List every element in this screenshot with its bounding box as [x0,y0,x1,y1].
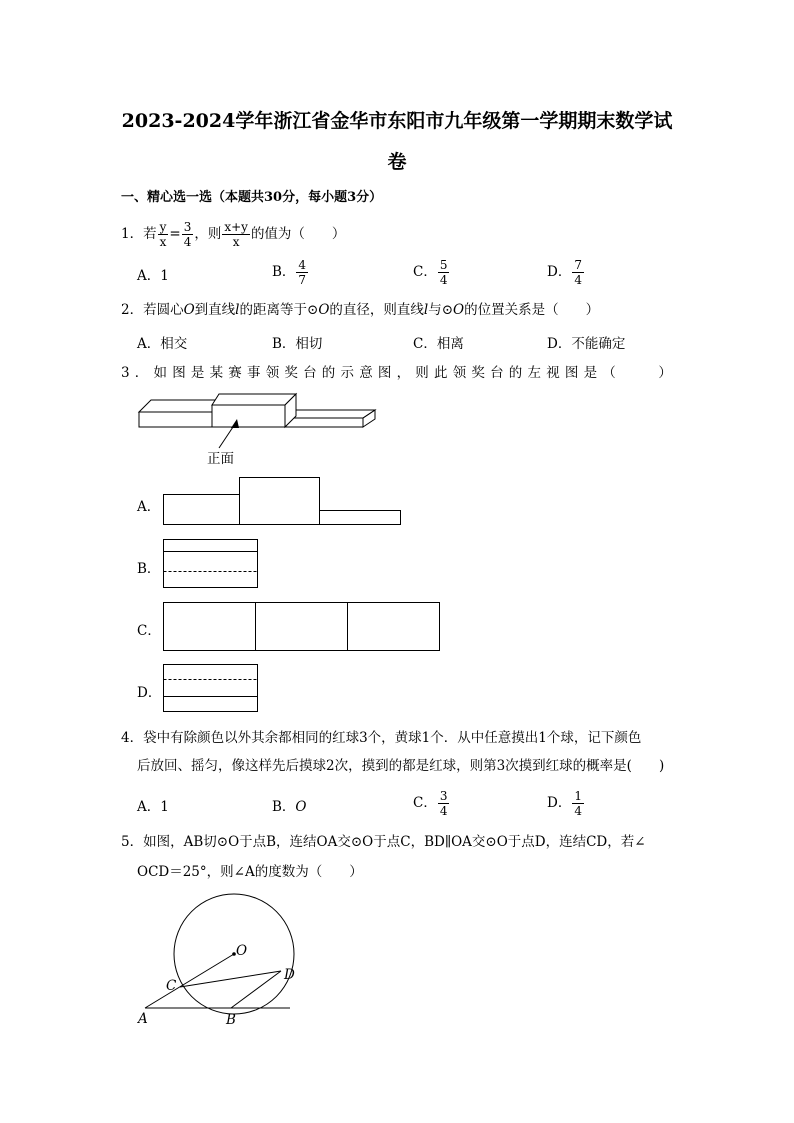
label-C: C [166,978,177,994]
q2-option-d[interactable]: D．不能确定 [547,336,626,352]
question-1 [121,220,345,249]
q3-option-b-label[interactable]: B． [137,561,161,577]
label-D: D [284,967,295,983]
q1-option-a[interactable]: A．1 [137,268,169,284]
q3-option-b-figure[interactable] [163,539,259,589]
question-3: 3．如图是某赛事领奖台的示意图，则此领奖台的左视图是（ ） [121,365,678,381]
question-4-line1: 4．袋中有除颜色以外其余都相同的红球3个，黄球1个．从中任意摸出1个球，记下颜色 [121,730,642,746]
q2-option-b[interactable]: B．相切 [272,336,323,352]
q1-option-d[interactable]: D． $\frac{7}{4}$ [547,258,582,287]
q1-equals: = [169,226,181,242]
label-B: B [226,1012,236,1028]
q3-option-a-label[interactable]: A． [137,499,161,515]
q3-option-a-figure[interactable] [163,477,403,527]
page-title-line2: 卷 [387,151,407,173]
circle-tangent-figure [135,895,305,1030]
q1-number: 1．若 [121,226,157,242]
q4-option-b[interactable]: B．O [272,799,307,815]
label-O: O [236,943,248,959]
question-5-line2: OCD＝25°，则∠A的度数为（ ） [137,864,363,880]
q1-frac-3-over-4: $\frac{3}{4}$ [183,220,192,249]
front-label: 正面 [207,451,234,467]
q3-option-c-label[interactable]: C． [137,623,161,639]
question-4-line2: 后放回、摇匀，像这样先后摸球2次，摸到的都是红球，则第3次摸到红球的概率是( ) [137,758,665,774]
q2-option-c[interactable]: C．相离 [413,336,464,352]
label-A: A [138,1011,148,1027]
q4-option-c[interactable]: C． $\frac{3}{4}$ [413,789,448,818]
q1-option-b[interactable]: B． $\frac{4}{7}$ [272,258,307,287]
page-title-line1: 2023-2024学年浙江省金华市东阳市九年级第一学期期末数学试 [121,110,673,132]
q2-option-a[interactable]: A．相交 [137,336,188,352]
q1-end: 的值为（ ） [250,226,346,242]
podium-figure [135,390,385,470]
q1-then: ，则 [194,226,222,242]
q3-option-c-figure[interactable] [163,602,443,652]
q3-option-d-figure[interactable] [163,664,259,714]
q4-option-d[interactable]: D． $\frac{1}{4}$ [547,789,582,818]
question-5-line1: 5．如图，AB切⊙O于点B，连结OA交⊙O于点C，BD∥OA交⊙O于点D，连结CD，若∠ [121,834,646,850]
question-2: 2．若圆心O到直线l的距离等于⊙O的直径，则直线l与⊙O的位置关系是（ ） [121,302,600,318]
q1-frac-xy-over-x: $\frac{x+y}{x}$ [224,220,248,249]
q4-option-a[interactable]: A．1 [137,799,169,815]
q3-option-d-label[interactable]: D． [137,685,162,701]
q1-option-c[interactable]: C． $\frac{5}{4}$ [413,258,448,287]
section-heading: 一、精心选一选（本题共30分，每小题3分） [121,190,383,205]
q1-frac-y-over-x: $\frac{y}{x}$ [159,220,167,249]
